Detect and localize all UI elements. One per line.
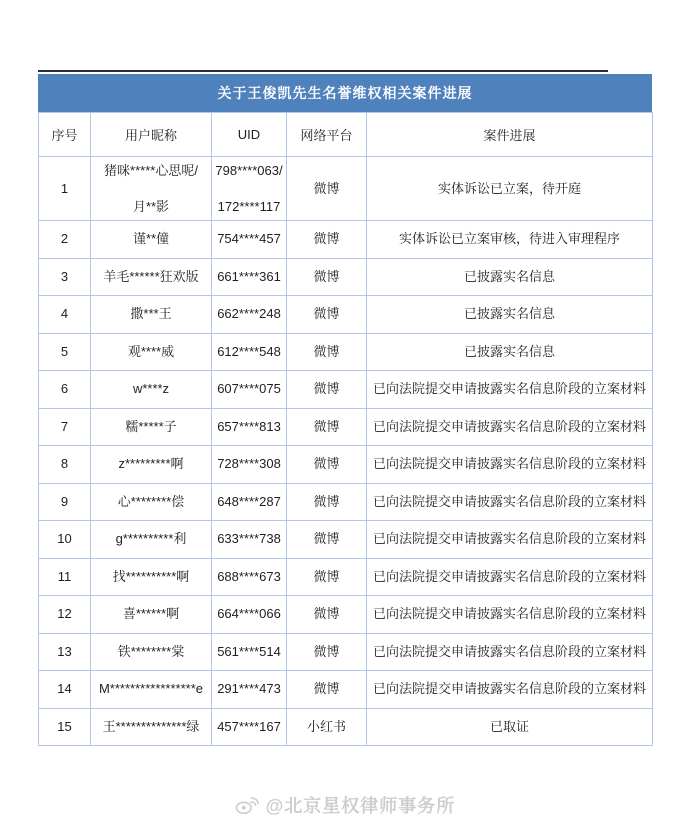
- watermark-text: @北京星权律师事务所: [265, 796, 456, 816]
- table-title: 关于王俊凯先生名誉维权相关案件进展: [38, 74, 652, 112]
- cell-progress: 已披露实名信息: [367, 258, 653, 296]
- cell-progress: 已向法院提交申请披露实名信息阶段的立案材料: [367, 371, 653, 409]
- cell-platform: 小红书: [287, 708, 367, 746]
- cell-index: 13: [39, 633, 91, 671]
- cell-platform: 微博: [287, 157, 367, 221]
- cell-progress: 已向法院提交申请披露实名信息阶段的立案材料: [367, 446, 653, 484]
- cell-uid: 648****287: [212, 483, 287, 521]
- cell-index: 9: [39, 483, 91, 521]
- cell-uid: 561****514: [212, 633, 287, 671]
- cell-platform: 微博: [287, 296, 367, 334]
- cell-nickname: 羊毛******狂欢版: [91, 258, 212, 296]
- table-row: [39, 521, 653, 559]
- cell-uid: 657****813: [212, 408, 287, 446]
- cell-nickname: 糯*****子: [91, 408, 212, 446]
- cell-nickname: w****z: [91, 371, 212, 409]
- cell-progress: 已向法院提交申请披露实名信息阶段的立案材料: [367, 558, 653, 596]
- col-header-uid: UID: [212, 113, 287, 157]
- table-row: [39, 221, 653, 259]
- cell-nickname: 铁********棠: [91, 633, 212, 671]
- cell-index: 12: [39, 596, 91, 634]
- col-header-platform: 网络平台: [287, 113, 367, 157]
- cell-progress: 实体诉讼已立案，待开庭: [367, 157, 653, 221]
- cell-progress: 已披露实名信息: [367, 296, 653, 334]
- header-row: [39, 113, 653, 157]
- cell-platform: 微博: [287, 558, 367, 596]
- cell-nickname: 心********偿: [91, 483, 212, 521]
- cell-progress: 已向法院提交申请披露实名信息阶段的立案材料: [367, 483, 653, 521]
- table-row: [39, 333, 653, 371]
- cell-nickname: 撒***王: [91, 296, 212, 334]
- cell-progress: 已取证: [367, 708, 653, 746]
- cell-index: 10: [39, 521, 91, 559]
- cell-uid: 661****361: [212, 258, 287, 296]
- col-header-nickname: 用户昵称: [91, 113, 212, 157]
- cell-index: 15: [39, 708, 91, 746]
- cell-index: 5: [39, 333, 91, 371]
- cell-platform: 微博: [287, 371, 367, 409]
- cell-uid: 728****308: [212, 446, 287, 484]
- case-table: [38, 112, 653, 746]
- cell-index: 14: [39, 671, 91, 709]
- cell-uid: 662****248: [212, 296, 287, 334]
- table-row: [39, 408, 653, 446]
- cell-progress: 已披露实名信息: [367, 333, 653, 371]
- case-progress-table: [38, 70, 652, 746]
- cell-index: 6: [39, 371, 91, 409]
- cell-progress: 实体诉讼已立案审核，待进入审理程序: [367, 221, 653, 259]
- cell-uid: 607****075: [212, 371, 287, 409]
- cell-platform: 微博: [287, 596, 367, 634]
- cell-uid: 664****066: [212, 596, 287, 634]
- weibo-icon: [235, 795, 259, 815]
- cell-platform: 微博: [287, 408, 367, 446]
- table-row: [39, 258, 653, 296]
- cell-nickname: 王**************绿: [91, 708, 212, 746]
- table-body: [39, 157, 653, 746]
- cell-nickname: 观****威: [91, 333, 212, 371]
- cell-nickname: M*****************e: [91, 671, 212, 709]
- cell-index: 1: [39, 157, 91, 221]
- cell-uid: 754****457: [212, 221, 287, 259]
- cell-progress: 已向法院提交申请披露实名信息阶段的立案材料: [367, 521, 653, 559]
- cell-index: 11: [39, 558, 91, 596]
- table-row: [39, 371, 653, 409]
- cell-platform: 微博: [287, 221, 367, 259]
- cell-index: 3: [39, 258, 91, 296]
- cell-nickname: g**********利: [91, 521, 212, 559]
- cell-index: 2: [39, 221, 91, 259]
- cell-platform: 微博: [287, 446, 367, 484]
- cell-platform: 微博: [287, 633, 367, 671]
- watermark: [0, 792, 690, 818]
- col-header-progress: 案件进展: [367, 113, 653, 157]
- cell-platform: 微博: [287, 521, 367, 559]
- cell-progress: 已向法院提交申请披露实名信息阶段的立案材料: [367, 596, 653, 634]
- table-row: [39, 596, 653, 634]
- cell-progress: 已向法院提交申请披露实名信息阶段的立案材料: [367, 633, 653, 671]
- cell-uid: 612****548: [212, 333, 287, 371]
- cell-index: 8: [39, 446, 91, 484]
- cell-index: 7: [39, 408, 91, 446]
- cell-uid: 457****167: [212, 708, 287, 746]
- cell-progress: 已向法院提交申请披露实名信息阶段的立案材料: [367, 408, 653, 446]
- cell-nickname: 谨**僮: [91, 221, 212, 259]
- cell-nickname: 找**********啊: [91, 558, 212, 596]
- cell-uid: 798****063/ 172****117: [212, 157, 287, 221]
- cell-nickname: z*********啊: [91, 446, 212, 484]
- table-top-rule: [38, 70, 608, 72]
- cell-platform: 微博: [287, 333, 367, 371]
- cell-platform: 微博: [287, 483, 367, 521]
- table-row: [39, 558, 653, 596]
- col-header-index: 序号: [39, 113, 91, 157]
- table-row: [39, 708, 653, 746]
- table-row: [39, 633, 653, 671]
- table-row: [39, 671, 653, 709]
- cell-uid: 633****738: [212, 521, 287, 559]
- table-row: [39, 157, 653, 221]
- table-row: [39, 483, 653, 521]
- cell-platform: 微博: [287, 258, 367, 296]
- cell-uid: 291****473: [212, 671, 287, 709]
- cell-index: 4: [39, 296, 91, 334]
- table-row: [39, 446, 653, 484]
- cell-progress: 已向法院提交申请披露实名信息阶段的立案材料: [367, 671, 653, 709]
- table-row: [39, 296, 653, 334]
- cell-platform: 微博: [287, 671, 367, 709]
- cell-uid: 688****673: [212, 558, 287, 596]
- cell-nickname: 猪咪*****心思呢/ 月**影: [91, 157, 212, 221]
- cell-nickname: 喜******啊: [91, 596, 212, 634]
